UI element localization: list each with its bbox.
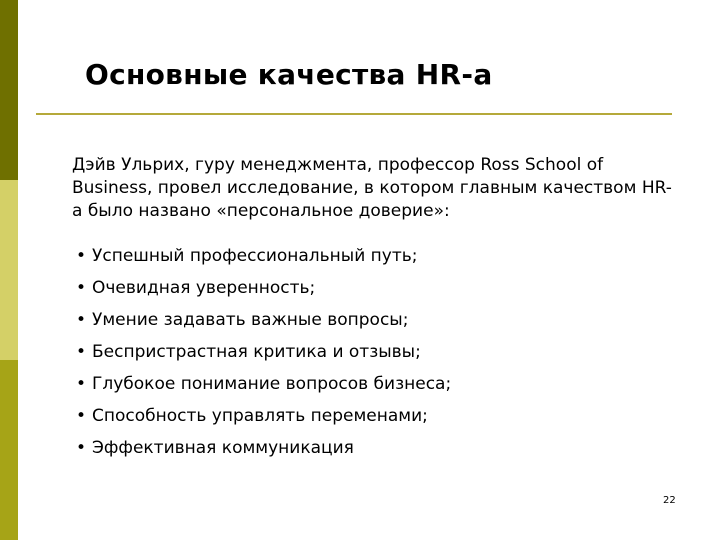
list-item-text: Успешный профессиональный путь; — [92, 246, 418, 266]
list-item-text: Очевидная уверенность; — [92, 278, 316, 298]
list-item-text: Эффективная коммуникация — [92, 438, 354, 458]
list-item-text: Беспристрастная критика и отзывы; — [92, 342, 421, 362]
sidebar-segment-bottom — [0, 360, 18, 540]
slide-title: Основные качества HR-а — [85, 58, 493, 91]
list-item-text: Способность управлять переменами; — [92, 406, 428, 426]
list-item-text: Умение задавать важные вопросы; — [92, 310, 409, 330]
page-number: 22 — [663, 495, 676, 506]
list-item — [76, 308, 451, 340]
list-item — [76, 436, 451, 468]
list-item — [76, 372, 451, 404]
list-item — [76, 404, 451, 436]
list-item — [76, 340, 451, 372]
bullet-icon: • — [76, 310, 87, 330]
qualities-list — [76, 244, 451, 468]
bullet-icon: • — [76, 246, 87, 266]
bullet-icon: • — [76, 374, 87, 394]
title-divider — [36, 113, 672, 115]
sidebar-segment-middle — [0, 180, 18, 360]
bullet-icon: • — [76, 406, 87, 426]
bullet-icon: • — [76, 278, 87, 298]
list-item-text: Глубокое понимание вопросов бизнеса; — [92, 374, 452, 394]
list-item — [76, 244, 451, 276]
sidebar-segment-top — [0, 0, 18, 180]
bullet-icon: • — [76, 342, 87, 362]
list-item — [76, 276, 451, 308]
sidebar-decoration — [0, 0, 18, 540]
intro-paragraph: Дэйв Ульрих, гуру менеджмента, профессор Ross School of Business, провел исследование, в котором главным качеством HR-а было названо «персональное доверие»: — [72, 155, 672, 221]
bullet-icon: • — [76, 438, 87, 458]
